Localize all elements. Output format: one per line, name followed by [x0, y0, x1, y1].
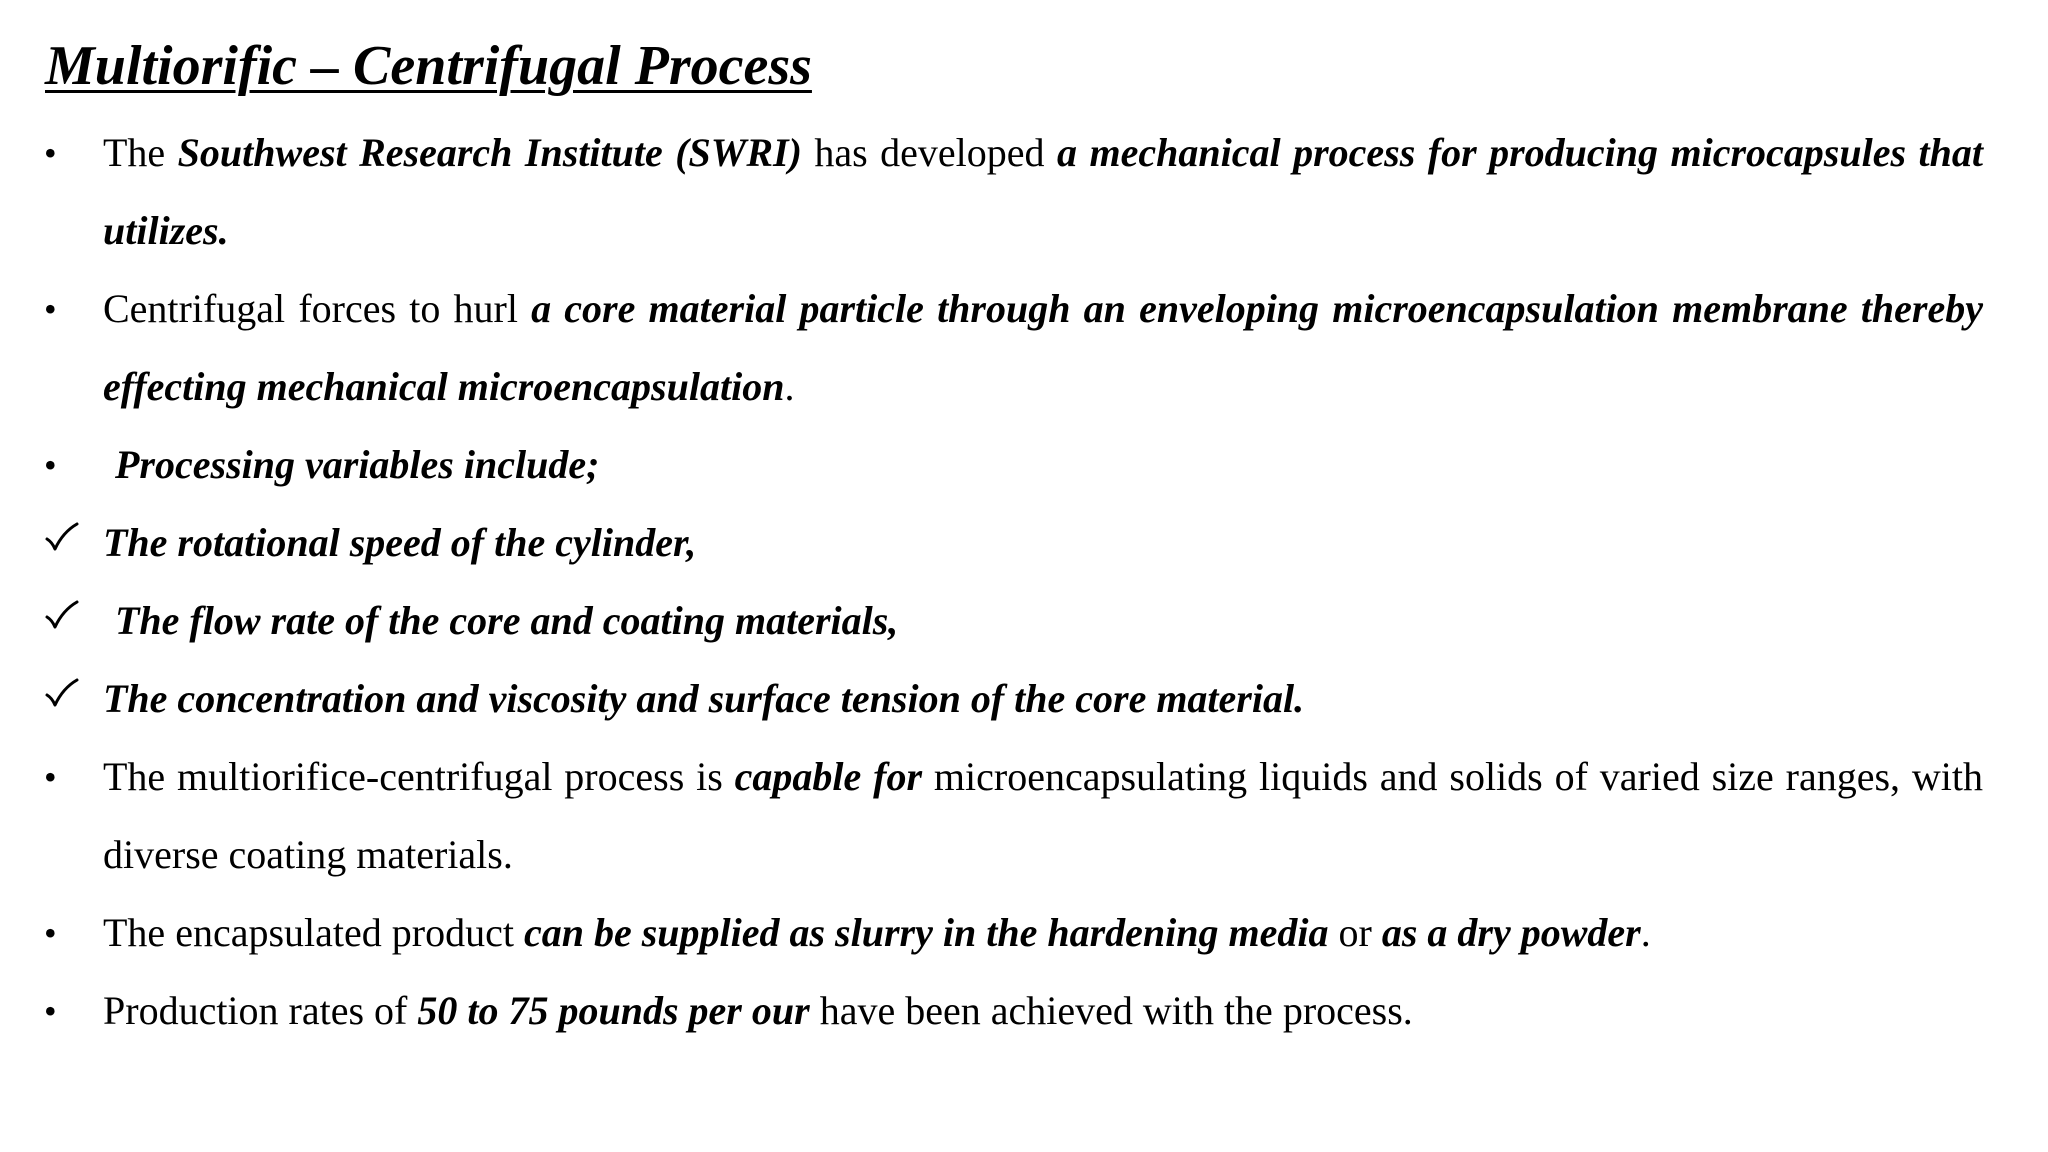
- emphasis-text: The flow rate of the core and coating materials,: [115, 598, 899, 643]
- bullet-icon: •: [44, 991, 57, 1031]
- body-text: .: [1640, 910, 1651, 955]
- body-text: The: [103, 130, 178, 175]
- bullet-icon: •: [44, 913, 57, 953]
- body-text: have been achieved with the process.: [809, 988, 1413, 1033]
- emphasis-text: Processing variables include;: [115, 442, 600, 487]
- list-item: [0, 582, 1983, 660]
- slide-title: Multiorific – Centrifugal Process: [45, 35, 812, 97]
- bullet-icon: •: [44, 133, 57, 173]
- list-item: [0, 894, 1983, 972]
- list-item: [0, 504, 1983, 582]
- body-text: microencapsulating liquids and solids of varied size ranges, with diverse coating materials.: [103, 754, 1984, 877]
- check-icon: [44, 678, 80, 710]
- emphasis-text: The concentration and viscosity and surface tension of the core material.: [103, 676, 1305, 721]
- emphasis-text: capable for: [734, 754, 923, 799]
- list-item: [0, 738, 1983, 894]
- body-text: The multiorifice-centrifugal process is: [103, 754, 735, 799]
- bullet-icon: •: [44, 289, 57, 329]
- bullet-list: [0, 114, 2048, 1050]
- bullet-icon: •: [44, 445, 57, 485]
- body-text: The encapsulated product: [103, 910, 524, 955]
- check-icon: [44, 522, 80, 554]
- body-text: or: [1328, 910, 1382, 955]
- emphasis-text: can be supplied as slurry in the hardening media: [523, 910, 1329, 955]
- body-text: has developed: [801, 130, 1058, 175]
- check-icon: [44, 600, 80, 632]
- bullet-icon: •: [44, 757, 57, 797]
- list-item: [0, 660, 1983, 738]
- emphasis-text: a mechanical process for producing microcapsules that utilizes.: [103, 130, 1983, 253]
- emphasis-text: 50 to 75 pounds per our: [417, 988, 810, 1033]
- emphasis-text: as a dry powder: [1381, 910, 1641, 955]
- list-item: [0, 270, 1983, 426]
- list-item: [0, 972, 1983, 1050]
- body-text: Production rates of: [103, 988, 418, 1033]
- list-item: [0, 426, 1983, 504]
- emphasis-text: Southwest Research Institute (SWRI): [177, 130, 802, 175]
- emphasis-text: The rotational speed of the cylinder,: [103, 520, 697, 565]
- body-text: Centrifugal forces to hurl: [103, 286, 532, 331]
- emphasis-text: a core material particle through an enveloping microencapsulation membrane thereby effecting mechanical microencapsulation: [103, 286, 1984, 409]
- body-text: .: [784, 364, 795, 409]
- list-item: [0, 114, 1983, 270]
